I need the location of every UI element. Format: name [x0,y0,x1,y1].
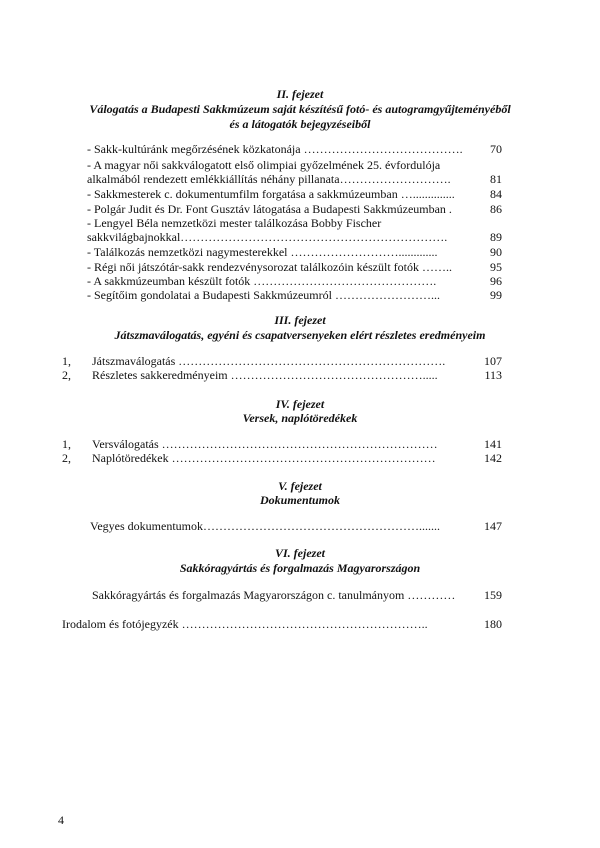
toc-entry-page: 142 [484,451,502,465]
toc-entry-page: 89 [490,230,502,244]
toc-entry-title: - Lengyel Béla nemzetközi mester találkozása Bobby Fischer [87,216,382,230]
chapter-5-title: Dokumentumok [259,493,340,507]
toc-entry-number: 1, [62,354,71,368]
toc-entry-number: 2, [62,451,71,465]
toc-entry-title: Játszmaválogatás …………………………………………………………. [92,354,446,368]
toc-entry-title: Versválogatás …………………………………………………………… [92,437,438,451]
chapter-6-title: Sakkóragyártás és forgalmazás Magyarországon [179,561,421,575]
chapter-2-title-line2: és a látogatók bejegyzéseiből [229,117,371,131]
chapter-3-title: Játszmaválogatás, egyéni és csapatversenyeken elért részletes eredményeim [114,328,486,342]
toc-entry-page: 159 [484,588,502,602]
toc-entry-title: Részletes sakkeredményeim …………………………………………..... [92,368,438,382]
toc-entry-page: 84 [490,187,502,201]
toc-entry-page: 113 [484,368,502,382]
toc-entry-number: 1, [62,437,71,451]
toc-entry-title: - Sakk-kultúránk megőrzésének közkatonája …………………………………. [87,142,463,156]
toc-entry-title: sakkvilágbajnokkal…………………………………………………………. [87,230,448,244]
toc-entry-number: 2, [62,368,71,382]
chapter-4-title: Versek, naplótöredékek [242,411,358,425]
toc-entry-page: 147 [484,519,502,533]
toc-entry-page: 180 [484,617,502,631]
toc-entry-page: 95 [490,260,502,274]
toc-entry-title: alkalmából rendezett emlékkiállítás néhány pillanata………………………. [87,172,451,186]
toc-entry-page: 81 [490,172,502,186]
toc-entry-page: 141 [484,437,502,451]
toc-entry-page: 99 [490,288,502,302]
toc-entry-page: 107 [484,354,502,368]
toc-entry-page: 96 [490,274,502,288]
toc-entry-title: Irodalom és fotójegyzék …………………………………………………….. [62,617,428,631]
toc-entry-title: - Segítőim gondolatai a Budapesti Sakkmúzeumról ……………………... [87,288,440,302]
toc-entry-page: 86 [490,202,502,216]
chapter-3-label: III. fejezet [274,313,326,327]
toc-entry-title: - Sakkmesterek c. dokumentumfilm forgatása a sakkmúzeumban ….............. [87,187,455,201]
chapter-5-label: V. fejezet [278,479,322,493]
toc-entry-page: 70 [490,142,502,156]
chapter-6-label: VI. fejezet [275,546,325,560]
toc-entry-title: - A magyar női sakkválogatott első olimpiai győzelmének 25. évfordulója [87,158,441,172]
toc-entry-title: - Régi női játszótár-sakk rendezvénysorozat találkozóin készült fotók …….. [87,260,452,274]
chapter-2-title-line1: Válogatás a Budapesti Sakkmúzeum saját készítésű fotó- és autogramgyűjteményéből [89,102,511,116]
toc-entry-title: - Polgár Judit és Dr. Font Gusztáv látogatása a Budapesti Sakkmúzeumban . [87,202,452,216]
chapter-2-label: II. fejezet [276,87,324,101]
toc-entry-title: Vegyes dokumentumok………………………………………………....... [90,519,440,533]
chapter-4-label: IV. fejezet [275,397,325,411]
toc-entry-title: - A sakkmúzeumban készült fotók ………………………………………. [87,274,437,288]
toc-entry-title: - Találkozás nemzetközi nagymesterekkel ………………………............. [87,245,438,259]
toc-entry-page: 90 [490,245,502,259]
toc-entry-title: Naplótöredékek ………………………………………………………… [92,451,436,465]
page-number: 4 [58,813,64,827]
toc-entry-title: Sakkóragyártás és forgalmazás Magyarországon c. tanulmányom ………… [92,588,456,602]
